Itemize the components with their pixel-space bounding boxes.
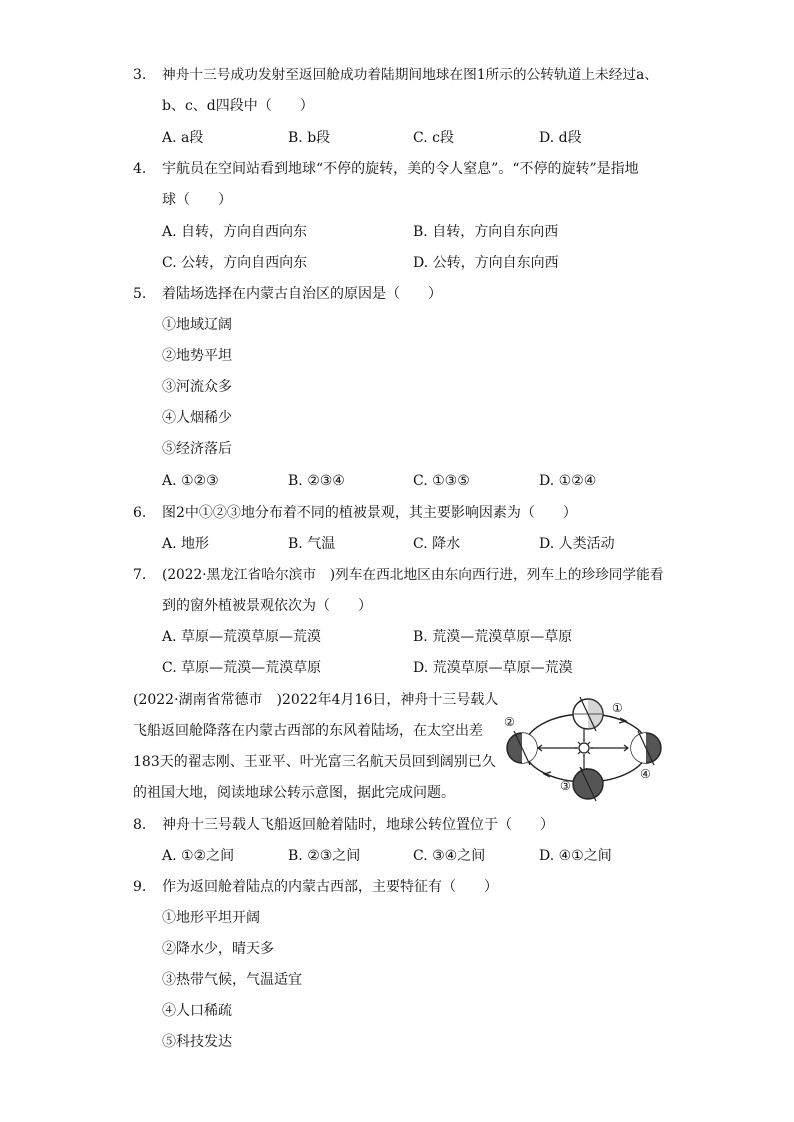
question-stem: 作为返回舱着陆点的内蒙古西部，主要特征有（ ） [162,879,498,895]
option-c: C. 降水 [413,536,461,552]
option-d: D. 荒漠草原—草原—荒漠 [413,660,573,676]
statement-item: ④人烟稀少 [162,410,232,426]
question-number: 7. [133,567,147,583]
sun-icon [575,739,593,757]
statement-item: ⑤经济落后 [162,441,232,457]
earth-position-4 [631,731,661,765]
position-label: ① [612,701,623,715]
option-c: C. ③④之间 [413,848,486,864]
option-c: C. 草原—荒漠—荒漠草原 [162,660,322,676]
earth-revolution-diagram [500,692,668,804]
question-stem-line: 球（ ） [162,192,232,208]
statement-item: ③热带气候，气温适宜 [162,972,302,988]
question-number: 5. [133,286,147,302]
option-a: A. a段 [162,130,204,146]
option-d: D. 公转，方向自东向西 [413,255,559,271]
question-stem: 着陆场选择在内蒙古自治区的原因是（ ） [162,286,442,302]
statement-item: ②降水少，晴天多 [162,941,274,957]
question-stem: 图2中①②③地分布着不同的植被景观，其主要影响因素为（ ） [162,505,577,521]
option-b: B. ②③之间 [288,848,361,864]
option-a: A. 自转，方向自西向东 [162,224,308,240]
option-a: A. ①②之间 [162,848,235,864]
position-label: ② [504,715,515,729]
statement-item: ①地形平坦开阔 [162,910,260,926]
position-label: ④ [640,767,651,781]
question-stem-line: (2022·黑龙江省哈尔滨市 )列车在西北地区由东向西行进，列车上的珍珍同学能看 [162,567,664,583]
statement-item: ③河流众多 [162,379,232,395]
option-c: C. ①③⑤ [413,473,470,489]
option-a: A. 地形 [162,536,210,552]
option-d: D. d段 [539,130,582,146]
question-stem-line: 到的窗外植被景观依次为（ ） [162,598,372,614]
question-number: 9. [133,879,147,895]
earth-position-2 [507,731,537,765]
option-c: C. c段 [413,130,454,146]
option-d: D. ④①之间 [539,848,612,864]
option-b: B. 气温 [288,536,336,552]
option-b: B. 自转，方向自东向西 [413,224,559,240]
passage-line: 飞船返回舱降落在内蒙古西部的东风着陆场，在太空出差 [133,723,483,739]
passage-line: (2022·湖南省常德市 )2022年4月16日，神舟十三号载人 [133,692,499,708]
question-stem-line: 神舟十三号成功发射至返回舱成功着陆期间地球在图1所示的公转轨道上未经过a、 [162,67,658,83]
question-number: 3. [133,67,147,83]
option-d: D. 人类活动 [539,536,615,552]
option-b: B. b段 [288,130,331,146]
question-number: 4. [133,161,147,177]
question-stem-line: b、c、d四段中（ ） [162,98,314,114]
statement-item: ②地势平坦 [162,348,232,364]
statement-item: ④人口稀疏 [162,1003,232,1019]
question-number: 6. [133,505,147,521]
earth-position-1 [573,697,603,731]
question-stem-line: 宇航员在空间站看到地球“不停的旋转，美的令人窒息”。“不停的旋转”是指地 [162,161,639,177]
passage-line: 的祖国大地，阅读地球公转示意图，据此完成问题。 [133,785,455,801]
position-label: ③ [560,779,571,793]
option-a: A. ①②③ [162,473,219,489]
passage-line: 183天的翟志刚、王亚平、叶光富三名航天员回到阔别已久 [133,754,496,770]
option-b: B. ②③④ [288,473,345,489]
question-stem: 神舟十三号载人飞船返回舱着陆时，地球公转位置位于（ ） [162,817,554,833]
option-d: D. ①②④ [539,473,597,489]
statement-item: ①地域辽阔 [162,317,232,333]
option-b: B. 荒漠—荒漠草原—草原 [413,629,573,645]
question-number: 8. [133,817,147,833]
earth-position-3 [573,767,603,801]
option-a: A. 草原—荒漠草原—荒漠 [162,629,322,645]
option-c: C. 公转，方向自西向东 [162,255,308,271]
statement-item: ⑤科技发达 [162,1034,232,1050]
